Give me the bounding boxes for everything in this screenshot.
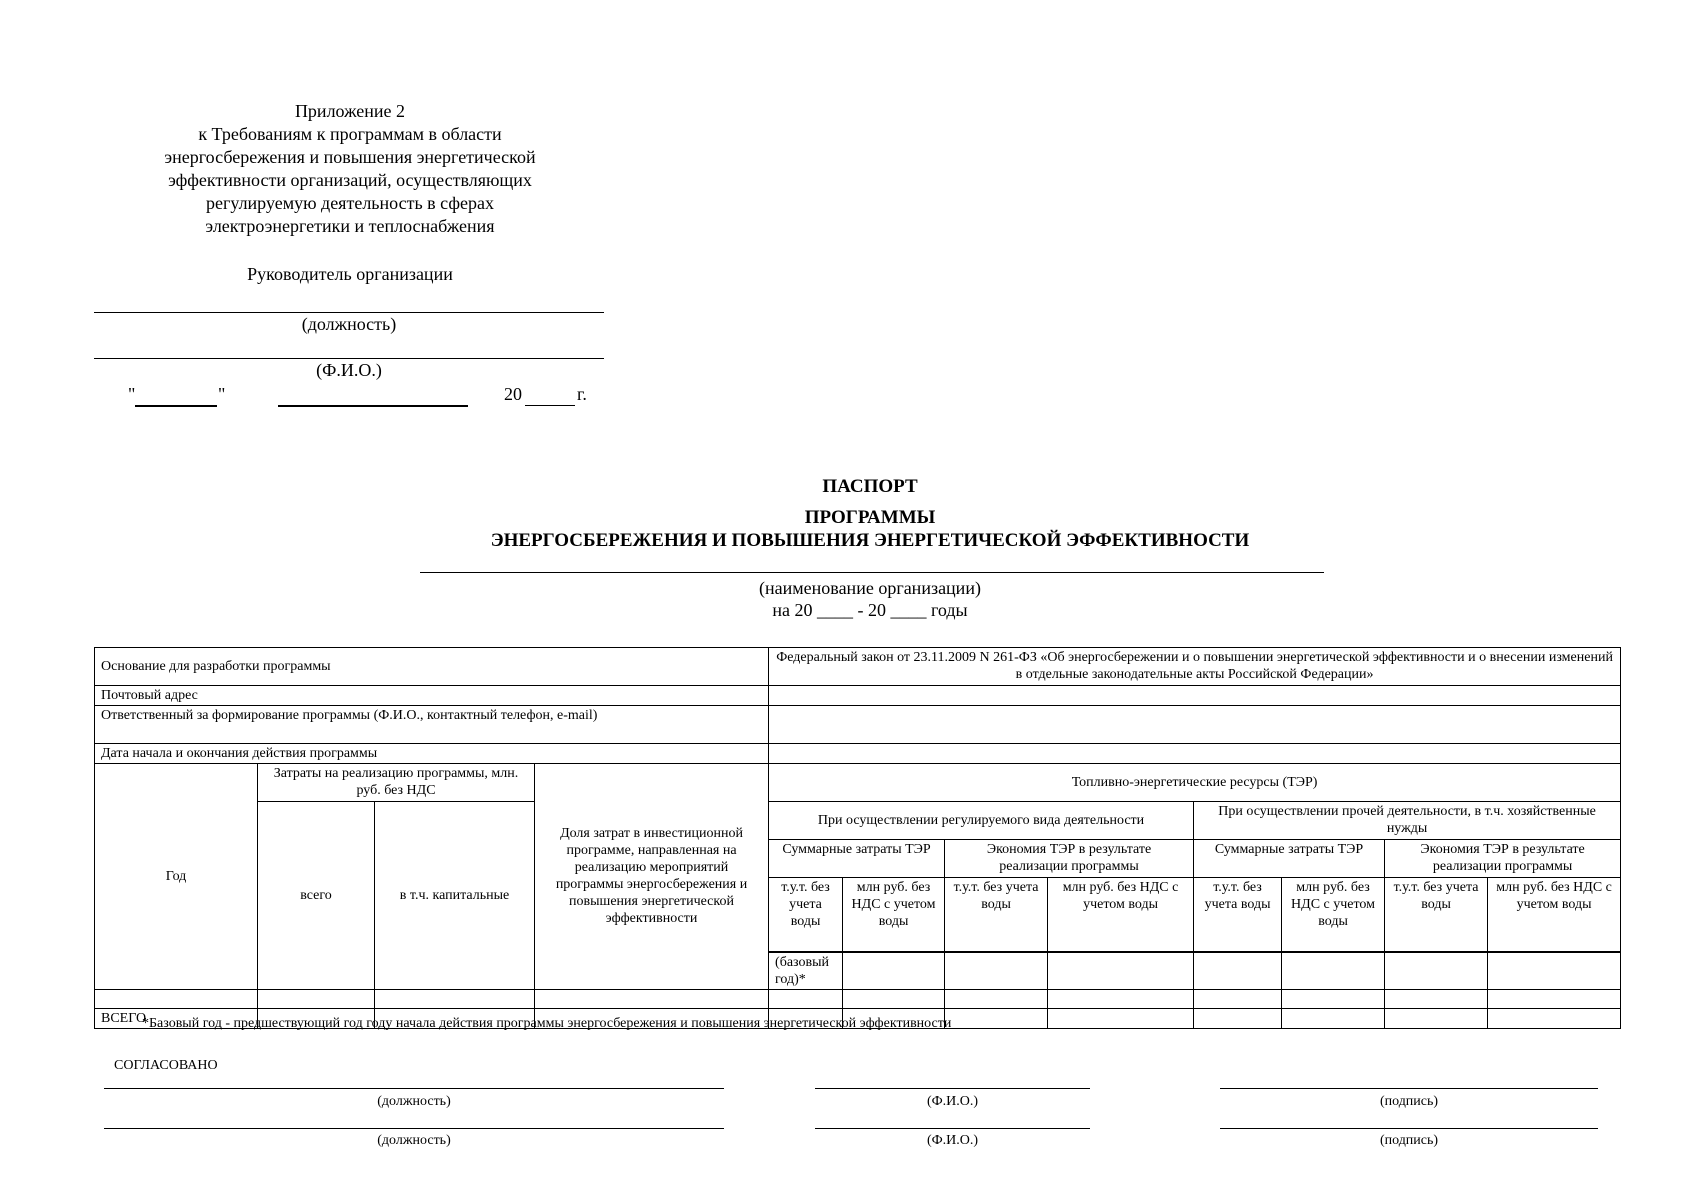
org-head-label: Руководитель организации	[247, 264, 453, 284]
other-savings-header: Экономия ТЭР в результате реализации программы	[1385, 840, 1621, 878]
ter-header: Топливно-энергетические ресурсы (ТЭР)	[769, 764, 1621, 802]
table-cell[interactable]	[945, 952, 1048, 990]
date-close-quote: "	[218, 384, 226, 404]
date-open-quote: "	[128, 384, 136, 404]
name-caption: (Ф.И.О.)	[316, 360, 382, 380]
table-cell[interactable]	[535, 989, 769, 1008]
passport-title: ПАСПОРТ	[822, 476, 918, 497]
program-title	[380, 506, 1360, 552]
table-cell[interactable]	[95, 989, 258, 1008]
org-name-line[interactable]	[420, 572, 1324, 573]
year-suffix: г.	[577, 384, 587, 404]
sub-header: т.у.т. без учета воды	[945, 878, 1048, 952]
regulated-sum-costs-header: Суммарные затраты ТЭР	[769, 840, 945, 878]
month-field[interactable]	[278, 405, 468, 407]
sub-header: млн руб. без НДС с учетом воды	[1488, 878, 1621, 952]
other-header: При осуществлении прочей деятельности, в т.ч. хозяйственные нужды	[1194, 802, 1621, 840]
address-value[interactable]	[769, 686, 1621, 706]
sub-header: т.у.т. без учета воды	[1194, 878, 1282, 952]
table-cell[interactable]	[843, 989, 945, 1008]
approval-position-caption: (должность)	[377, 1133, 451, 1148]
appendix-header	[100, 100, 600, 238]
sub-header: млн руб. без НДС с учетом воды	[1048, 878, 1194, 952]
org-name-caption: (наименование организации)	[759, 578, 981, 598]
table-cell[interactable]	[1488, 989, 1621, 1008]
table-cell[interactable]	[1194, 952, 1282, 990]
responsible-value[interactable]	[769, 706, 1621, 744]
base-year-label: (базовый год)*	[769, 952, 843, 990]
table-cell[interactable]	[1385, 952, 1488, 990]
passport-table	[94, 647, 1621, 1029]
regulated-savings-header: Экономия ТЭР в результате реализации программы	[945, 840, 1194, 878]
table-cell[interactable]	[1048, 952, 1194, 990]
appendix-line: к Требованиям к программам в области	[198, 124, 502, 144]
total-label: ВСЕГО	[95, 1008, 258, 1028]
dates-value[interactable]	[769, 744, 1621, 764]
approval-signature-line-2[interactable]	[1220, 1128, 1598, 1129]
table-cell[interactable]	[1048, 989, 1194, 1008]
sub-header: т.у.т. без учета воды	[769, 878, 843, 952]
table-cell[interactable]	[1488, 952, 1621, 990]
basis-label: Основание для разработки программы	[95, 648, 769, 686]
appendix-line: эффективности организаций, осуществляющих	[168, 170, 532, 190]
approval-label: СОГЛАСОВАНО	[114, 1058, 218, 1073]
position-line[interactable]	[94, 312, 604, 313]
approval-signature-line-1[interactable]	[1220, 1088, 1598, 1089]
table-cell[interactable]	[945, 989, 1048, 1008]
program-title-line: ЭНЕРГОСБЕРЕЖЕНИЯ И ПОВЫШЕНИЯ ЭНЕРГЕТИЧЕСКОЙ ЭФФЕКТИВНОСТИ	[490, 530, 1250, 551]
sub-header: т.у.т. без учета воды	[1385, 878, 1488, 952]
table-cell[interactable]	[769, 989, 843, 1008]
sub-header: млн руб. без НДС с учетом воды	[1282, 878, 1385, 952]
approval-name-caption: (Ф.И.О.)	[926, 1094, 979, 1109]
table-cell[interactable]	[945, 1008, 1048, 1028]
name-line[interactable]	[94, 358, 604, 359]
table-cell[interactable]	[843, 952, 945, 990]
appendix-line: регулируемую деятельность в сферах	[205, 193, 495, 213]
table-cell[interactable]	[1385, 1008, 1488, 1028]
costs-header: Затраты на реализацию программы, млн. руб. без НДС	[258, 764, 535, 802]
table-cell[interactable]	[1282, 989, 1385, 1008]
day-field[interactable]	[135, 405, 217, 407]
approval-position-line-1[interactable]	[104, 1088, 724, 1089]
year-header: Год	[95, 764, 258, 990]
program-title-line: ПРОГРАММЫ	[804, 507, 936, 528]
approval-position-caption: (должность)	[377, 1094, 451, 1109]
table-cell[interactable]	[1282, 952, 1385, 990]
share-header: Доля затрат в инвестиционной программе, направленная на реализацию мероприятий программы энергосбережения и повышения энергетической эффективности	[535, 764, 769, 990]
appendix-line: Приложение 2	[294, 101, 406, 121]
approval-signature-caption: (подпись)	[1379, 1133, 1439, 1148]
table-cell[interactable]	[1488, 1008, 1621, 1028]
year-field[interactable]	[525, 405, 575, 406]
approval-name-line-1[interactable]	[815, 1088, 1090, 1089]
appendix-line: энергосбережения и повышения энергетической	[164, 147, 536, 167]
program-years: на 20 ____ - 20 ____ годы	[772, 600, 968, 620]
sub-header: млн руб. без НДС с учетом воды	[843, 878, 945, 952]
table-cell[interactable]	[375, 989, 535, 1008]
table-cell[interactable]	[1282, 1008, 1385, 1028]
appendix-line: электроэнергетики и теплоснабжения	[205, 216, 495, 236]
dates-label: Дата начала и окончания действия программы	[95, 744, 769, 764]
costs-total-header: всего	[258, 802, 375, 990]
position-caption: (должность)	[301, 314, 397, 334]
approval-position-line-2[interactable]	[104, 1128, 724, 1129]
approval-name-line-2[interactable]	[815, 1128, 1090, 1129]
table-cell[interactable]	[1048, 1008, 1194, 1028]
approval-signature-caption: (подпись)	[1379, 1094, 1439, 1109]
responsible-label: Ответственный за формирование программы (Ф.И.О., контактный телефон, e-mail)	[95, 706, 769, 744]
year-prefix: 20	[504, 384, 522, 404]
other-sum-costs-header: Суммарные затраты ТЭР	[1194, 840, 1385, 878]
table-cell[interactable]	[1194, 989, 1282, 1008]
table-cell[interactable]	[1194, 1008, 1282, 1028]
table-cell[interactable]	[1385, 989, 1488, 1008]
base-year-footnote: *Базовый год - предшествующий год году начала действия программы энергосбережения и повышения энергетической эффективности	[142, 1016, 952, 1031]
basis-value: Федеральный закон от 23.11.2009 N 261-ФЗ «Об энергосбережении и о повышении энергетической эффективности и о внесении изменений в отдельные законодательные акты Российской Федерации»	[769, 648, 1621, 686]
costs-capital-header: в т.ч. капитальные	[375, 802, 535, 990]
address-label: Почтовый адрес	[95, 686, 769, 706]
table-cell[interactable]	[258, 989, 375, 1008]
regulated-header: При осуществлении регулируемого вида деятельности	[769, 802, 1194, 840]
approval-name-caption: (Ф.И.О.)	[926, 1133, 979, 1148]
table-row	[95, 989, 1621, 1008]
